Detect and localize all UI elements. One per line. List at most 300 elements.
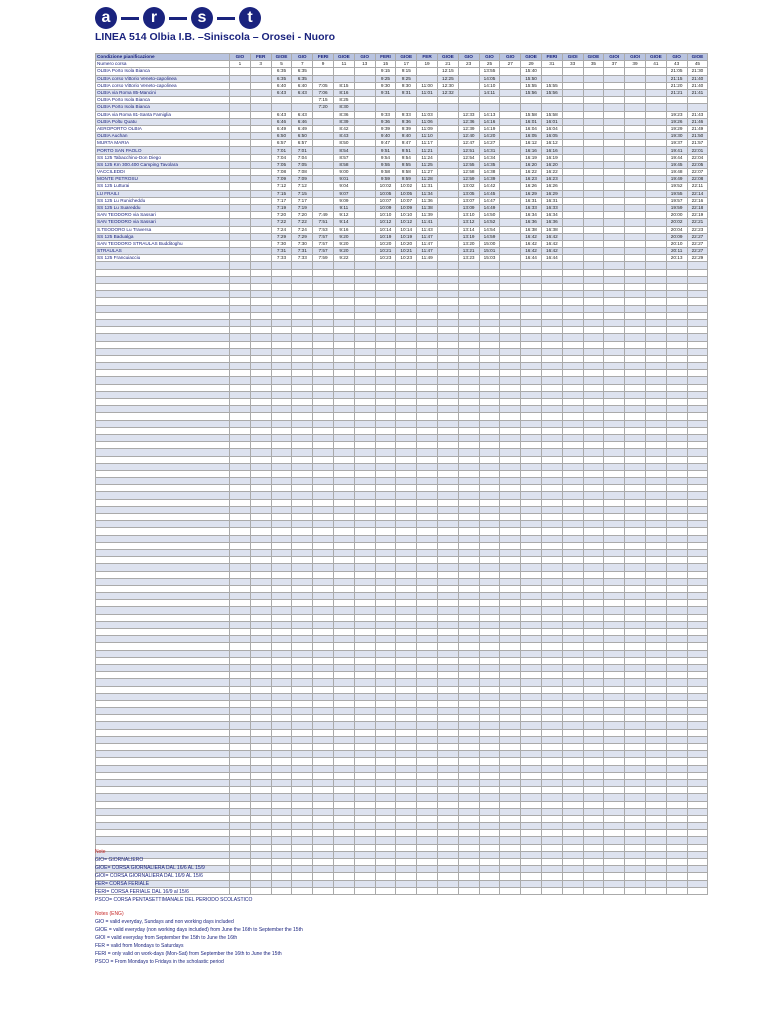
time-cell: 6:40 <box>292 82 313 89</box>
table-row <box>96 269 708 276</box>
table-row <box>96 593 708 600</box>
time-cell <box>541 672 562 679</box>
time-cell: 7:01 <box>271 147 292 154</box>
time-cell <box>396 262 417 269</box>
time-cell <box>96 384 230 391</box>
time-cell <box>437 154 458 161</box>
time-cell <box>271 442 292 449</box>
time-cell <box>500 542 521 549</box>
time-cell <box>96 284 230 291</box>
time-cell <box>479 578 500 585</box>
time-cell <box>292 499 313 506</box>
time-cell <box>437 808 458 815</box>
time-cell <box>500 420 521 427</box>
time-cell <box>458 557 479 564</box>
time-cell <box>500 176 521 183</box>
time-cell <box>96 542 230 549</box>
time-cell <box>333 506 354 513</box>
time-cell <box>230 442 251 449</box>
time-cell <box>604 844 625 851</box>
time-cell <box>604 808 625 815</box>
time-cell <box>313 521 334 528</box>
time-cell <box>625 837 646 844</box>
time-cell <box>313 334 334 341</box>
time-cell <box>458 664 479 671</box>
table-row <box>96 176 708 183</box>
time-cell <box>230 370 251 377</box>
time-cell <box>541 564 562 571</box>
time-cell <box>96 765 230 772</box>
time-cell <box>437 514 458 521</box>
time-cell <box>313 492 334 499</box>
time-cell <box>666 549 687 556</box>
time-cell <box>396 758 417 765</box>
time-cell <box>666 880 687 887</box>
time-cell <box>354 528 375 535</box>
time-cell <box>417 564 438 571</box>
time-cell <box>687 571 708 578</box>
time-cell <box>271 348 292 355</box>
time-cell <box>625 470 646 477</box>
time-cell <box>354 197 375 204</box>
note-line: GIO = valid everyday, Sundays and non working days included <box>95 919 234 925</box>
time-cell <box>583 765 604 772</box>
time-cell <box>417 262 438 269</box>
time-cell <box>230 434 251 441</box>
time-cell <box>583 859 604 866</box>
time-cell <box>96 262 230 269</box>
time-cell <box>687 291 708 298</box>
time-cell <box>354 284 375 291</box>
time-cell <box>625 334 646 341</box>
time-cell <box>230 722 251 729</box>
table-row <box>96 312 708 319</box>
time-cell <box>354 751 375 758</box>
time-cell <box>396 815 417 822</box>
time-cell <box>479 779 500 786</box>
time-cell <box>625 377 646 384</box>
time-cell <box>625 204 646 211</box>
time-cell <box>666 391 687 398</box>
time-cell <box>541 815 562 822</box>
time-cell <box>562 614 583 621</box>
time-cell <box>250 82 271 89</box>
time-cell <box>583 427 604 434</box>
time-cell <box>375 269 396 276</box>
time-cell <box>583 434 604 441</box>
time-cell <box>583 363 604 370</box>
time-cell <box>437 593 458 600</box>
time-cell <box>292 104 313 111</box>
time-cell <box>437 456 458 463</box>
time-cell <box>479 751 500 758</box>
time-cell: GIOE <box>583 54 604 61</box>
time-cell <box>250 664 271 671</box>
time-cell <box>500 672 521 679</box>
table-row <box>96 370 708 377</box>
time-cell <box>687 614 708 621</box>
time-cell <box>500 600 521 607</box>
time-cell <box>417 815 438 822</box>
time-cell: 45 <box>687 61 708 68</box>
time-cell <box>479 815 500 822</box>
time-cell <box>687 765 708 772</box>
time-cell <box>625 276 646 283</box>
time-cell <box>354 219 375 226</box>
time-cell <box>375 765 396 772</box>
time-cell <box>645 341 666 348</box>
stop-name: SS 125 Lutturai <box>96 183 230 190</box>
time-cell <box>437 190 458 197</box>
time-cell <box>250 348 271 355</box>
time-cell <box>437 248 458 255</box>
time-cell <box>417 758 438 765</box>
time-cell <box>292 758 313 765</box>
time-cell <box>541 808 562 815</box>
table-row <box>96 442 708 449</box>
time-cell <box>500 607 521 614</box>
time-cell <box>230 456 251 463</box>
time-cell: 12:54 <box>458 154 479 161</box>
time-cell <box>625 190 646 197</box>
time-cell <box>604 765 625 772</box>
time-cell <box>541 456 562 463</box>
time-cell: 21:46 <box>687 118 708 125</box>
table-row <box>96 341 708 348</box>
time-cell <box>271 600 292 607</box>
time-cell <box>96 578 230 585</box>
time-cell <box>271 636 292 643</box>
time-cell <box>500 815 521 822</box>
table-row <box>96 276 708 283</box>
time-cell <box>458 859 479 866</box>
time-cell <box>96 276 230 283</box>
time-cell <box>292 485 313 492</box>
time-cell <box>230 384 251 391</box>
time-cell <box>292 528 313 535</box>
time-cell: 14:31 <box>479 147 500 154</box>
time-cell <box>645 643 666 650</box>
time-cell <box>541 506 562 513</box>
time-cell <box>541 68 562 75</box>
time-cell <box>645 434 666 441</box>
time-cell <box>292 399 313 406</box>
time-cell <box>313 147 334 154</box>
time-cell <box>396 377 417 384</box>
time-cell <box>604 866 625 873</box>
table-row <box>96 427 708 434</box>
time-cell <box>500 722 521 729</box>
time-cell <box>375 779 396 786</box>
time-cell: 16:16 <box>541 147 562 154</box>
time-cell <box>562 722 583 729</box>
time-cell <box>437 449 458 456</box>
time-cell <box>687 830 708 837</box>
time-cell <box>354 262 375 269</box>
time-cell <box>375 801 396 808</box>
time-cell <box>292 391 313 398</box>
time-cell <box>271 514 292 521</box>
time-cell: 13:23 <box>458 255 479 262</box>
time-cell <box>687 801 708 808</box>
time-cell <box>458 679 479 686</box>
time-cell: 21:49 <box>687 125 708 132</box>
time-cell <box>604 751 625 758</box>
time-cell <box>562 319 583 326</box>
time-cell <box>333 823 354 830</box>
time-cell <box>230 736 251 743</box>
time-cell <box>625 866 646 873</box>
time-cell: 11:31 <box>417 183 438 190</box>
time-cell: 11:01 <box>417 89 438 96</box>
time-cell <box>562 521 583 528</box>
time-cell <box>583 837 604 844</box>
time-cell <box>521 729 542 736</box>
time-cell <box>500 887 521 894</box>
time-cell <box>479 801 500 808</box>
time-cell <box>250 672 271 679</box>
time-cell: 7:49 <box>313 212 334 219</box>
time-cell <box>292 535 313 542</box>
time-cell <box>437 859 458 866</box>
time-cell <box>396 808 417 815</box>
time-cell <box>479 399 500 406</box>
time-cell <box>645 607 666 614</box>
time-cell <box>562 89 583 96</box>
time-cell <box>271 823 292 830</box>
time-cell <box>375 298 396 305</box>
time-cell <box>437 880 458 887</box>
time-cell <box>271 751 292 758</box>
time-cell <box>458 571 479 578</box>
time-cell: 9:25 <box>396 75 417 82</box>
time-cell <box>458 478 479 485</box>
time-cell <box>500 161 521 168</box>
time-cell <box>604 319 625 326</box>
time-cell <box>250 197 271 204</box>
time-cell <box>604 82 625 89</box>
time-cell: 16:42 <box>541 240 562 247</box>
time-cell: 6:50 <box>271 133 292 140</box>
time-cell <box>250 470 271 477</box>
time-cell <box>313 564 334 571</box>
time-cell <box>96 348 230 355</box>
time-cell <box>230 758 251 765</box>
time-cell <box>500 312 521 319</box>
time-cell <box>313 125 334 132</box>
time-cell <box>687 420 708 427</box>
time-cell <box>500 233 521 240</box>
time-cell <box>313 75 334 82</box>
time-cell: 22:23 <box>687 226 708 233</box>
time-cell <box>271 319 292 326</box>
time-cell <box>604 284 625 291</box>
time-cell: 12:36 <box>458 118 479 125</box>
time-cell <box>250 679 271 686</box>
time-cell <box>645 255 666 262</box>
time-cell <box>604 420 625 427</box>
time-cell <box>396 621 417 628</box>
time-cell <box>479 765 500 772</box>
time-cell <box>666 514 687 521</box>
time-cell: 22:21 <box>687 219 708 226</box>
time-cell <box>562 492 583 499</box>
time-cell <box>583 815 604 822</box>
time-cell <box>250 161 271 168</box>
time-cell <box>583 478 604 485</box>
time-cell: 7:33 <box>271 255 292 262</box>
time-cell <box>354 434 375 441</box>
time-cell <box>604 133 625 140</box>
time-cell <box>583 492 604 499</box>
time-cell <box>313 880 334 887</box>
time-cell <box>562 118 583 125</box>
time-cell <box>271 97 292 104</box>
time-cell <box>645 262 666 269</box>
time-cell <box>396 736 417 743</box>
table-row <box>96 298 708 305</box>
stop-name: VACCILEDDI <box>96 169 230 176</box>
time-cell <box>333 377 354 384</box>
time-cell <box>375 499 396 506</box>
time-cell <box>458 851 479 858</box>
time-cell <box>250 125 271 132</box>
time-cell <box>333 470 354 477</box>
time-cell: 16:23 <box>541 176 562 183</box>
time-cell <box>458 391 479 398</box>
time-cell <box>521 284 542 291</box>
time-cell <box>645 161 666 168</box>
time-cell: 16:31 <box>521 197 542 204</box>
time-cell <box>250 506 271 513</box>
time-cell: 16:20 <box>521 161 542 168</box>
time-cell <box>375 370 396 377</box>
table-row <box>96 686 708 693</box>
time-cell <box>375 442 396 449</box>
time-cell <box>541 643 562 650</box>
time-cell <box>500 751 521 758</box>
time-cell: 16:42 <box>541 233 562 240</box>
time-cell <box>292 463 313 470</box>
time-cell <box>292 823 313 830</box>
time-cell <box>437 212 458 219</box>
time-cell <box>437 837 458 844</box>
time-cell <box>250 341 271 348</box>
time-cell <box>583 621 604 628</box>
time-cell <box>500 97 521 104</box>
time-cell <box>687 305 708 312</box>
time-cell <box>625 643 646 650</box>
time-cell <box>604 75 625 82</box>
time-cell <box>375 391 396 398</box>
time-cell <box>604 399 625 406</box>
time-cell <box>583 262 604 269</box>
time-cell <box>292 808 313 815</box>
time-cell <box>562 514 583 521</box>
time-cell <box>604 722 625 729</box>
time-cell <box>375 794 396 801</box>
time-cell <box>583 751 604 758</box>
table-row <box>96 772 708 779</box>
time-cell: 9:14 <box>333 219 354 226</box>
time-cell <box>313 729 334 736</box>
time-cell <box>458 629 479 636</box>
time-cell <box>230 154 251 161</box>
time-cell <box>521 708 542 715</box>
time-cell <box>96 521 230 528</box>
time-cell <box>604 801 625 808</box>
time-cell <box>625 104 646 111</box>
time-cell <box>666 873 687 880</box>
time-cell <box>417 269 438 276</box>
time-cell <box>354 104 375 111</box>
time-cell <box>500 664 521 671</box>
time-cell <box>562 111 583 118</box>
time-cell <box>645 657 666 664</box>
time-cell <box>250 413 271 420</box>
time-cell <box>625 787 646 794</box>
time-cell <box>271 664 292 671</box>
time-cell: 8:25 <box>333 97 354 104</box>
time-cell <box>604 434 625 441</box>
time-cell <box>583 506 604 513</box>
time-cell <box>583 75 604 82</box>
time-cell <box>96 722 230 729</box>
time-cell <box>250 736 271 743</box>
time-cell <box>230 779 251 786</box>
time-cell <box>271 341 292 348</box>
time-cell <box>604 262 625 269</box>
time-cell <box>230 240 251 247</box>
time-cell <box>479 593 500 600</box>
time-cell <box>687 434 708 441</box>
time-cell: 7:24 <box>271 226 292 233</box>
time-cell <box>271 420 292 427</box>
time-cell <box>562 549 583 556</box>
time-cell <box>645 391 666 398</box>
time-cell <box>645 650 666 657</box>
time-cell <box>562 82 583 89</box>
time-cell <box>313 68 334 75</box>
time-cell <box>230 348 251 355</box>
time-cell <box>230 700 251 707</box>
time-cell <box>354 363 375 370</box>
time-cell <box>500 327 521 334</box>
time-cell <box>313 305 334 312</box>
time-cell <box>645 276 666 283</box>
time-cell <box>604 672 625 679</box>
time-cell <box>500 463 521 470</box>
time-cell <box>541 284 562 291</box>
time-cell <box>292 284 313 291</box>
note-line: GIOE= CORSA GIORNALIERA DAL 16/6 AL 15/9 <box>95 865 205 871</box>
time-cell <box>521 449 542 456</box>
time-cell <box>583 607 604 614</box>
time-cell <box>230 399 251 406</box>
table-row <box>96 434 708 441</box>
time-cell <box>604 219 625 226</box>
time-cell <box>583 880 604 887</box>
time-cell: 9:20 <box>333 248 354 255</box>
time-cell <box>292 312 313 319</box>
time-cell <box>583 887 604 894</box>
time-cell <box>458 722 479 729</box>
time-cell: 7:04 <box>292 154 313 161</box>
time-cell <box>625 600 646 607</box>
time-cell <box>645 413 666 420</box>
time-cell <box>479 823 500 830</box>
time-cell <box>437 729 458 736</box>
